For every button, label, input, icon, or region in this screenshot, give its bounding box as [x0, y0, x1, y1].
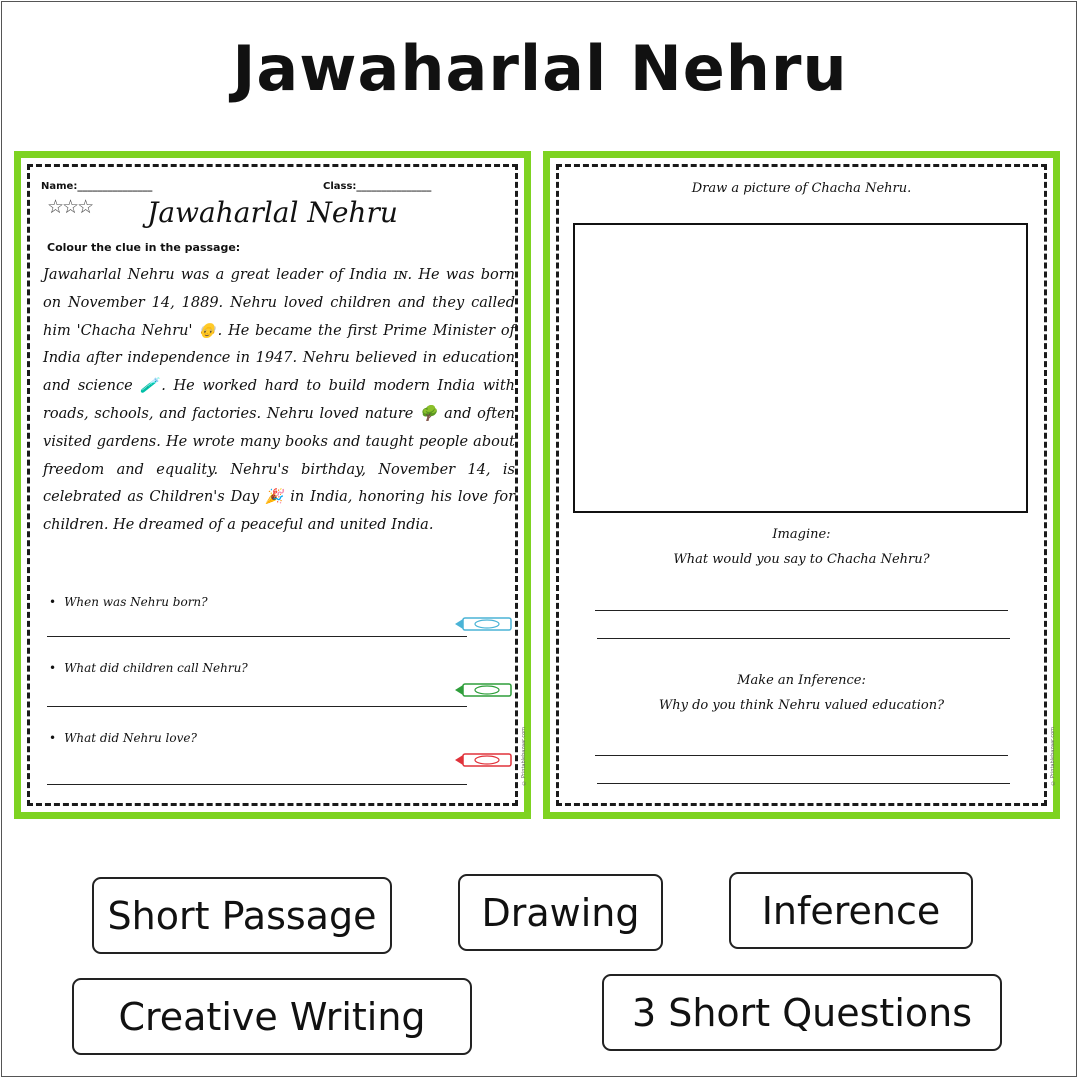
inference-answer-line-1[interactable]	[595, 755, 1008, 756]
worksheet-passage	[14, 151, 531, 819]
inference-label: Make an Inference:	[737, 673, 866, 688]
imagine-label: Imagine:	[772, 527, 831, 542]
reading-passage: Jawaharlal Nehru was a great leader of India ɪɴ. He was born on November 14, 1889. Nehru loved children and they called him 'Chacha Nehru' 👴. He became the first Prime Minister of India after independence in 1947. Nehru believed in education and science 🧪. He worked hard to build modern India with roads, schools, and factories. Nehru loved nature 🌳 and often visited gardens. He wrote many books and taught people about freedom and equality. Nehru's birthday, November 14, is celebrated as Children's Day 🎉 in India, honoring his love for children. He dreamed of a peaceful and united India.	[43, 267, 515, 534]
draw-prompt: Draw a picture of Chacha Nehru.	[691, 181, 912, 196]
question-2: • What did children call Nehru?	[49, 661, 248, 675]
tag-inference: Inference	[729, 872, 973, 949]
answer-line-2[interactable]	[47, 706, 467, 707]
copyright-text: © Printablebazaar.com	[1050, 727, 1056, 786]
crayon-blue-icon	[454, 616, 514, 632]
imagine-question: What would you say to Chacha Nehru?	[673, 552, 930, 567]
inference-answer-line-2[interactable]	[597, 783, 1010, 784]
question-1: • When was Nehru born?	[49, 595, 208, 609]
rating-stars-icon: ☆☆☆	[47, 196, 93, 218]
question-3: • What did Nehru love?	[49, 731, 197, 745]
drawing-box[interactable]	[573, 223, 1028, 513]
worksheet-title: Jawaharlal Nehru	[147, 196, 398, 229]
tag-drawing: Drawing	[458, 874, 663, 951]
page-title: Jawaharlal Nehru	[232, 32, 848, 105]
answer-line-1[interactable]	[47, 636, 467, 637]
name-field[interactable]: Name:_______________	[41, 181, 153, 192]
tag-creative-writing: Creative Writing	[72, 978, 472, 1055]
tag-3-short-questions: 3 Short Questions	[602, 974, 1002, 1051]
worksheet-activities	[543, 151, 1060, 819]
tag-short-passage: Short Passage	[92, 877, 392, 954]
imagine-answer-line-2[interactable]	[597, 638, 1010, 639]
copyright-text: © Printablebazaar.com	[521, 727, 527, 786]
inference-question: Why do you think Nehru valued education?	[658, 698, 945, 713]
imagine-answer-line-1[interactable]	[595, 610, 1008, 611]
answer-line-3[interactable]	[47, 784, 467, 785]
crayon-red-icon	[454, 752, 514, 768]
instruction-text: Colour the clue in the passage:	[47, 241, 241, 254]
crayon-green-icon	[454, 682, 514, 698]
class-field[interactable]: Class:_______________	[323, 181, 432, 192]
